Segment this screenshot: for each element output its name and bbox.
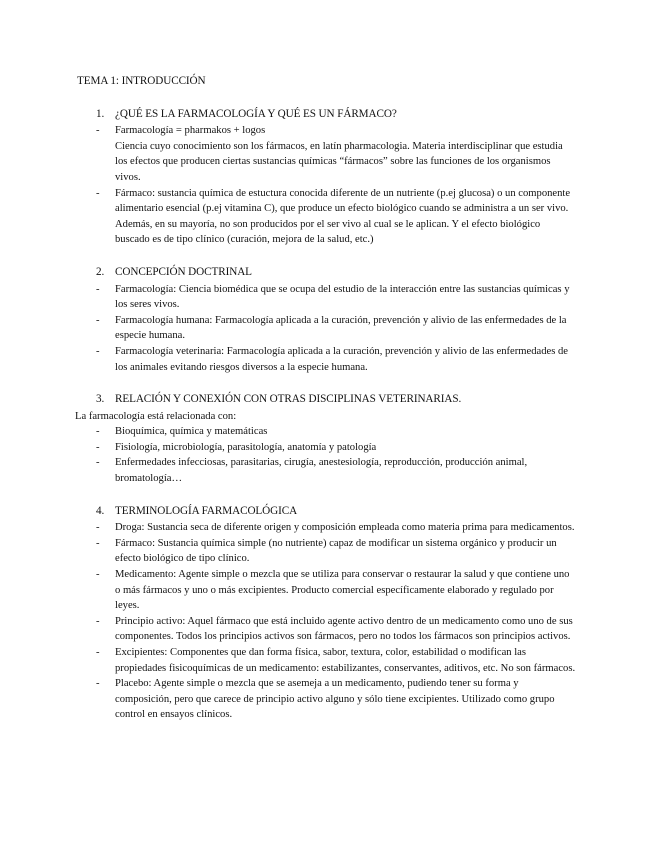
list-item-text: Fisiología, microbiología, parasitología, anatomía y patología [115,441,377,453]
dash-bullet: - [96,441,100,453]
section-number: 3. [96,393,105,406]
section-heading-text: CONCEPCIÓN DOCTRINAL [115,265,252,278]
dash-bullet: - [96,615,100,627]
section-1 [77,107,577,248]
dash-bullet: - [96,426,100,438]
list-item [77,676,577,723]
section-number: 2. [96,265,105,278]
list-item [77,424,577,440]
section-number: 1. [96,107,105,120]
section-3 [77,392,577,487]
list-item [77,123,577,185]
list-item [77,567,577,614]
list-item [77,282,577,313]
section-intro: La farmacología está relacionada con: [75,410,237,422]
dash-bullet: - [96,314,100,326]
list-item-text: Fármaco: sustancia química de estuctura conocida diferente de un nutriente (p.ej glucosa) o un componente alimentario esencial (p.ej vitamina C), que produce un efecto biológico cuando se administra a un ser vivo. Además, en su mayoría, no son producidos por el ser vivo al cual se le aplican. Y el efecto biológico buscado es de tipo clínico (curación, mejora de la salud, etc.) [115,187,571,246]
section-4 [77,504,577,723]
bullet-list [77,520,577,723]
list-item-text: Farmacología: Ciencia biomédica que se ocupa del estudio de la interacción entre las sustancias químicas y los seres vivos. [115,283,570,311]
section-heading [77,265,577,281]
dash-bullet: - [96,678,100,690]
list-item-text: Droga: Sustancia seca de diferente origen y composición empleada como materia prima para medicamentos. [115,522,575,534]
list-item [77,536,577,567]
list-item-text: Fármaco: Sustancia química simple (no nutriente) capaz de modificar un sistema orgánico y producir un efecto biológico de tipo clínico. [115,537,557,565]
list-item [77,344,577,375]
list-item-text: Farmacología veterinaria: Farmacología aplicada a la curación, prevención y alivio de las enfermedades de los animales evitando riesgos diversos a la especie humana. [115,345,568,373]
document-title: TEMA 1: INTRODUCCIÓN [77,75,206,87]
list-item-text: Excipientes: Componentes que dan forma física, sabor, textura, color, estabilidad o modifican las propiedades fisicoquímicas de un medicamento: estabilizantes, conservantes, aditivos, etc. No son fármacos. [115,647,576,674]
dash-bullet: - [96,457,100,469]
list-item-text: Farmacología = pharmakos + logos [115,125,266,137]
dash-bullet: - [96,522,100,534]
sections-container [77,107,577,723]
section-heading-text: ¿QUÉ ES LA FARMACOLOGÍA Y QUÉ ES UN FÁRMACO? [115,107,397,120]
section-heading [77,504,577,520]
list-item-text: Principio activo: Aquel fármaco que está incluido agente activo dentro de un medicamento como uno de sus componentes. Todos los principios activos son fármacos, pero no todos los fármacos son principios activos. [115,615,573,643]
list-item [77,313,577,344]
section-2 [77,265,577,375]
section-heading [77,392,577,408]
list-item-text: Farmacología humana: Farmacología aplicada a la curación, prevención y alivio de las enfermedades de la especie humana. [115,314,567,342]
dash-bullet: - [96,647,100,658]
list-item-text: Medicamento: Agente simple o mezcla que se utiliza para conservar o restaurar la salud y que contiene uno o más fármacos y uno o más excipientes. Producto comercial específicamente elaborado y regulado por leyes. [115,569,570,612]
list-item [77,614,577,645]
dash-bullet: - [96,187,100,199]
list-item [77,186,577,248]
bullet-list [77,424,577,486]
list-item [77,440,577,456]
list-item-text: Ciencia cuyo conocimiento son los fármacos, en latín pharmacologia. Materia interdisciplinar que estudia los efectos que producen ciertas sustancias químicas “fármacos” sobre las funciones de los organismos vivos. [115,140,563,183]
list-item [77,645,577,676]
dash-bullet: - [96,569,100,581]
list-item-text: Enfermedades infecciosas, parasitarias, cirugía, anestesiología, reproducción, producción animal, bromatología… [115,457,528,485]
section-heading [77,107,577,123]
list-item [77,520,577,536]
section-number: 4. [96,504,105,517]
list-item-text: Placebo: Agente simple o mezcla que se asemeja a un medicamento, pudiendo tener su forma y composición, pero que carece de principio activo alguno y sólo tiene excipientes. Utilizado como grupo control en ensayos clínicos. [115,678,555,721]
dash-bullet: - [96,345,100,357]
bullet-list [77,282,577,376]
dash-bullet: - [96,537,100,549]
bullet-list [77,123,577,248]
section-heading-text: TERMINOLOGÍA FARMACOLÓGICA [115,504,298,517]
list-item-text: Bioquímica, química y matemáticas [115,426,268,438]
list-item [77,455,577,486]
dash-bullet: - [96,125,100,137]
section-heading-text: RELACIÓN Y CONEXIÓN CON OTRAS DISCIPLINAS VETERINARIAS. [115,393,462,406]
dash-bullet: - [96,283,100,295]
